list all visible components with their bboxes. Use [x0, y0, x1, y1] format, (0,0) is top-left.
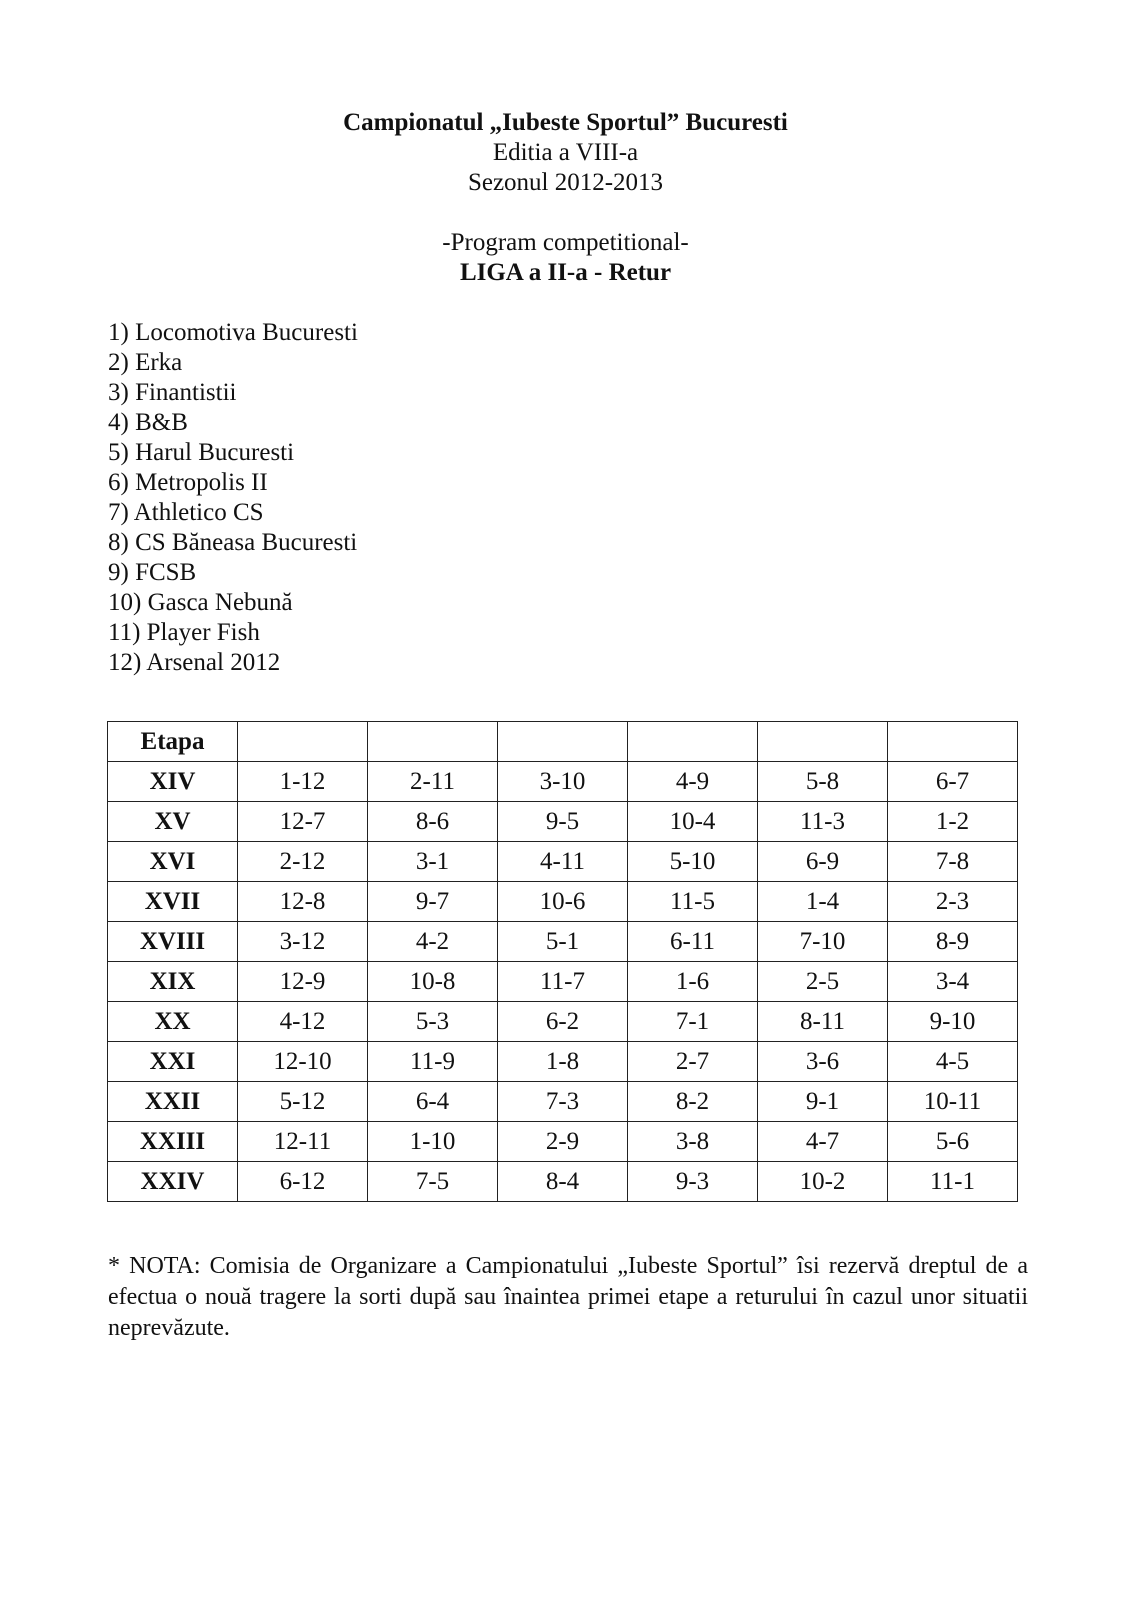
schedule-header-row: [108, 722, 1018, 762]
match-cell: 11-3: [758, 802, 888, 842]
match-cell: 10-11: [888, 1082, 1018, 1122]
schedule-row: [108, 1122, 1018, 1162]
match-cell: 12-11: [238, 1122, 368, 1162]
team-list-item: 6) Metropolis II: [108, 469, 268, 496]
etapa-cell: XIX: [108, 962, 238, 1002]
match-cell: 9-5: [498, 802, 628, 842]
team-list-item: 2) Erka: [108, 349, 183, 376]
match-cell: 9-7: [368, 882, 498, 922]
match-cell: 2-12: [238, 842, 368, 882]
match-cell: 9-3: [628, 1162, 758, 1202]
empty-header-cell: [238, 722, 368, 762]
empty-header-cell: [888, 722, 1018, 762]
schedule-row: [108, 1162, 1018, 1202]
match-cell: 1-10: [368, 1122, 498, 1162]
match-cell: 3-8: [628, 1122, 758, 1162]
match-cell: 1-2: [888, 802, 1018, 842]
etapa-cell: XXIV: [108, 1162, 238, 1202]
match-cell: 10-2: [758, 1162, 888, 1202]
match-cell: 3-4: [888, 962, 1018, 1002]
empty-header-cell: [368, 722, 498, 762]
match-cell: 5-6: [888, 1122, 1018, 1162]
match-cell: 6-4: [368, 1082, 498, 1122]
match-cell: 4-5: [888, 1042, 1018, 1082]
match-cell: 1-12: [238, 762, 368, 802]
match-cell: 3-12: [238, 922, 368, 962]
program-header: [0, 228, 1131, 288]
match-cell: 11-5: [628, 882, 758, 922]
etapa-cell: XV: [108, 802, 238, 842]
team-list-item: 3) Finantistii: [108, 379, 237, 406]
match-cell: 4-2: [368, 922, 498, 962]
match-cell: 11-9: [368, 1042, 498, 1082]
organizer-note: * NOTA: Comisia de Organizare a Campionatului „Iubeste Sportul” îsi rezervă dreptul de a efectua o nouă tragere la sorti după sau înaintea primei etape a returului în cazul unor situatii neprevăzute.: [108, 1253, 1028, 1341]
match-cell: 10-6: [498, 882, 628, 922]
league-title: LIGA a II-a - Retur: [459, 259, 672, 286]
schedule-row: [108, 1082, 1018, 1122]
team-list-item: 5) Harul Bucuresti: [108, 439, 295, 466]
match-cell: 12-9: [238, 962, 368, 1002]
match-cell: 8-6: [368, 802, 498, 842]
match-cell: 12-10: [238, 1042, 368, 1082]
schedule-row: [108, 882, 1018, 922]
schedule-row: [108, 842, 1018, 882]
match-cell: 10-4: [628, 802, 758, 842]
schedule-row: [108, 922, 1018, 962]
team-list: [108, 318, 358, 678]
team-list-item: 8) CS Băneasa Bucuresti: [108, 529, 358, 556]
team-list-item: 11) Player Fish: [108, 619, 260, 646]
match-cell: 8-9: [888, 922, 1018, 962]
match-cell: 6-11: [628, 922, 758, 962]
match-cell: 8-2: [628, 1082, 758, 1122]
match-cell: 2-7: [628, 1042, 758, 1082]
match-cell: 8-4: [498, 1162, 628, 1202]
match-cell: 3-1: [368, 842, 498, 882]
match-cell: 2-11: [368, 762, 498, 802]
team-list-item: 12) Arsenal 2012: [108, 649, 281, 676]
championship-title: Campionatul „Iubeste Sportul” Bucuresti: [343, 109, 788, 136]
document-header: [0, 108, 1131, 198]
match-cell: 6-2: [498, 1002, 628, 1042]
match-cell: 4-9: [628, 762, 758, 802]
season-label: Sezonul 2012-2013: [467, 169, 664, 196]
match-cell: 6-12: [238, 1162, 368, 1202]
etapa-cell: XX: [108, 1002, 238, 1042]
match-cell: 10-8: [368, 962, 498, 1002]
team-list-item: 1) Locomotiva Bucuresti: [108, 319, 358, 346]
match-cell: 1-4: [758, 882, 888, 922]
match-cell: 6-9: [758, 842, 888, 882]
match-cell: 2-9: [498, 1122, 628, 1162]
match-cell: 3-10: [498, 762, 628, 802]
etapa-cell: XXIII: [108, 1122, 238, 1162]
match-cell: 2-3: [888, 882, 1018, 922]
match-cell: 7-5: [368, 1162, 498, 1202]
etapa-cell: XVI: [108, 842, 238, 882]
match-cell: 9-1: [758, 1082, 888, 1122]
match-cell: 4-11: [498, 842, 628, 882]
match-cell: 7-8: [888, 842, 1018, 882]
schedule-row: [108, 1042, 1018, 1082]
schedule-row: [108, 1002, 1018, 1042]
schedule-row: [108, 802, 1018, 842]
etapa-cell: XXI: [108, 1042, 238, 1082]
match-cell: 4-12: [238, 1002, 368, 1042]
match-cell: 7-3: [498, 1082, 628, 1122]
schedule-row: [108, 962, 1018, 1002]
schedule-row: [108, 762, 1018, 802]
match-cell: 11-7: [498, 962, 628, 1002]
edition-label: Editia a VIII-a: [492, 139, 639, 166]
match-cell: 8-11: [758, 1002, 888, 1042]
match-cell: 4-7: [758, 1122, 888, 1162]
etapa-cell: XVIII: [108, 922, 238, 962]
program-label: -Program competitional-: [442, 229, 689, 256]
match-cell: 6-7: [888, 762, 1018, 802]
match-cell: 3-6: [758, 1042, 888, 1082]
etapa-cell: XIV: [108, 762, 238, 802]
match-cell: 5-8: [758, 762, 888, 802]
match-cell: 9-10: [888, 1002, 1018, 1042]
match-cell: 1-8: [498, 1042, 628, 1082]
empty-header-cell: [498, 722, 628, 762]
match-cell: 12-8: [238, 882, 368, 922]
match-cell: 7-1: [628, 1002, 758, 1042]
match-cell: 12-7: [238, 802, 368, 842]
etapa-header: Etapa: [108, 722, 238, 762]
empty-header-cell: [628, 722, 758, 762]
team-list-item: 9) FCSB: [108, 559, 197, 586]
match-cell: 2-5: [758, 962, 888, 1002]
match-cell: 5-3: [368, 1002, 498, 1042]
schedule-table: [107, 721, 1018, 1202]
match-cell: 11-1: [888, 1162, 1018, 1202]
team-list-item: 10) Gasca Nebună: [108, 589, 293, 616]
team-list-item: 7) Athletico CS: [108, 499, 264, 526]
team-list-item: 4) B&B: [108, 409, 188, 436]
match-cell: 5-12: [238, 1082, 368, 1122]
match-cell: 7-10: [758, 922, 888, 962]
etapa-cell: XVII: [108, 882, 238, 922]
etapa-cell: XXII: [108, 1082, 238, 1122]
match-cell: 5-1: [498, 922, 628, 962]
match-cell: 1-6: [628, 962, 758, 1002]
match-cell: 5-10: [628, 842, 758, 882]
empty-header-cell: [758, 722, 888, 762]
